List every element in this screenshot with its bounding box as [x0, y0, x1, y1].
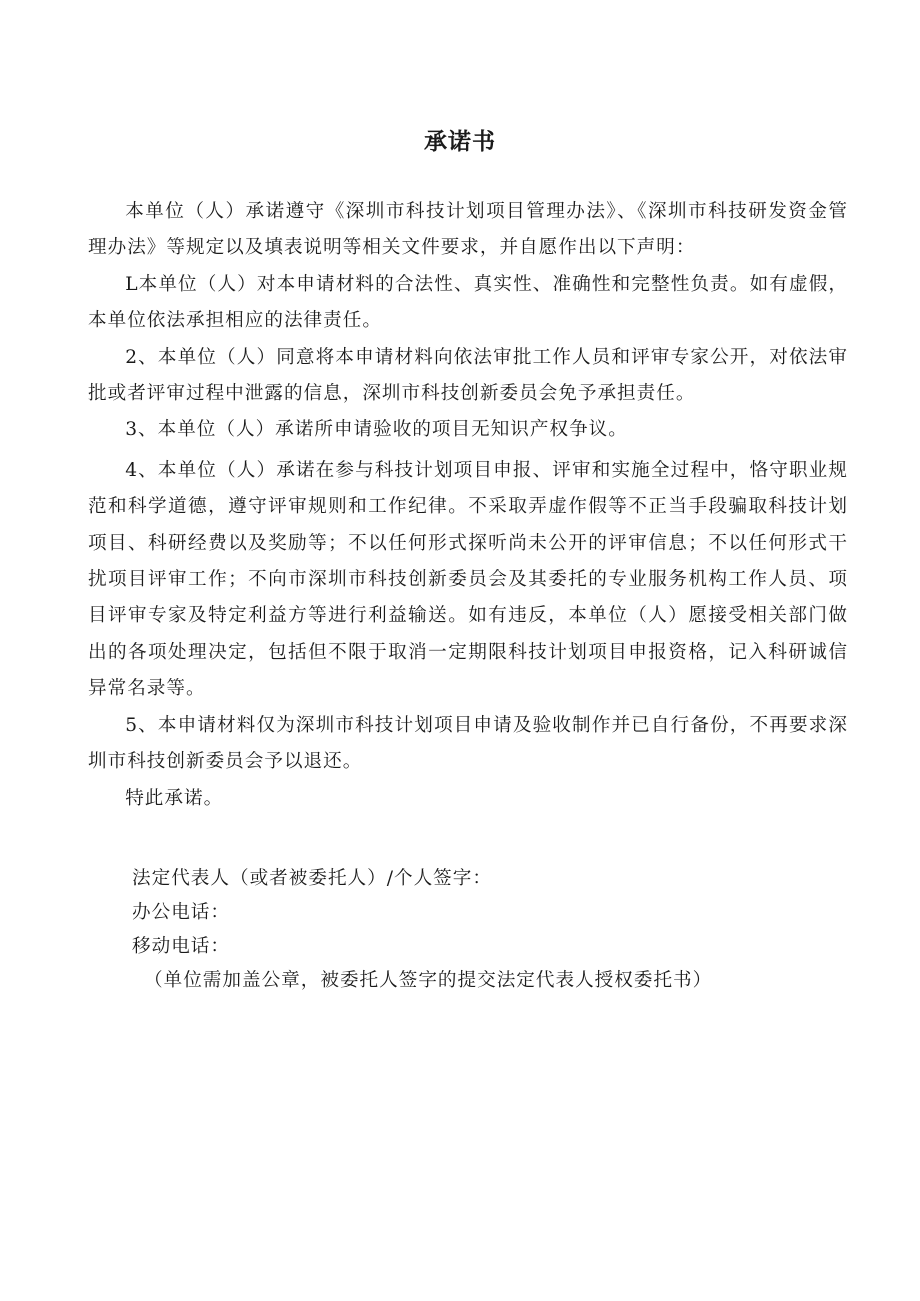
clause-2-paragraph: 2、本单位（人）同意将本申请材料向依法审批工作人员和评审专家公开，对依法审批或者评审过程中泄露的信息，深圳市科技创新委员会免予承担责任。: [88, 346, 848, 405]
clause-5-paragraph: 5、本申请材料仅为深圳市科技计划项目申请及验收制作并已自行备份，不再要求深圳市科技创新委员会予以退还。: [88, 714, 848, 773]
seal-note: （单位需加盖公章，被委托人签字的提交法定代表人授权委托书）: [144, 970, 713, 991]
legal-rep-signature-label: 法定代表人（或者被委托人）/个人签字：: [132, 868, 492, 889]
signature-block: [88, 862, 848, 998]
clause-1-paragraph: L本单位（人）对本申请材料的合法性、真实性、准确性和完整性负责。如有虚假，本单位依法承担相应的法律责任。: [88, 273, 848, 332]
commitment-body: [88, 194, 848, 817]
closing-paragraph: 特此承诺。: [125, 787, 224, 809]
intro-paragraph: 本单位（人）承诺遵守《深圳市科技计划项目管理办法》、《深圳市科技研发资金管理办法》等规定以及填表说明等相关文件要求，并自愿作出以下声明：: [88, 201, 848, 259]
office-phone-label: 办公电话：: [132, 902, 230, 923]
clause-4-paragraph: 4、本单位（人）承诺在参与科技计划项目申报、评审和实施全过程中，恪守职业规范和科学道德，遵守评审规则和工作纪律。不采取弄虚作假等不正当手段骗取科技计划项目、科研经费以及奖励等；不以任何形式探听尚未公开的评审信息；不以任何形式干扰项目评审工作；不向市深圳市科技创新委员会及其委托的专业服务机构工作人员、项目评审专家及特定利益方等进行利益输送。如有违反，本单位（人）愿接受相关部门做出的各项处理决定，包括但不限于取消一定期限科技计划项目申报资格，记入科研诚信异常名录等。: [88, 459, 848, 700]
mobile-phone-label: 移动电话：: [132, 936, 230, 957]
page-title: 承诺书: [424, 129, 496, 155]
clause-3-paragraph: 3、本单位（人）承诺所申请验收的项目无知识产权争议。: [125, 419, 628, 441]
